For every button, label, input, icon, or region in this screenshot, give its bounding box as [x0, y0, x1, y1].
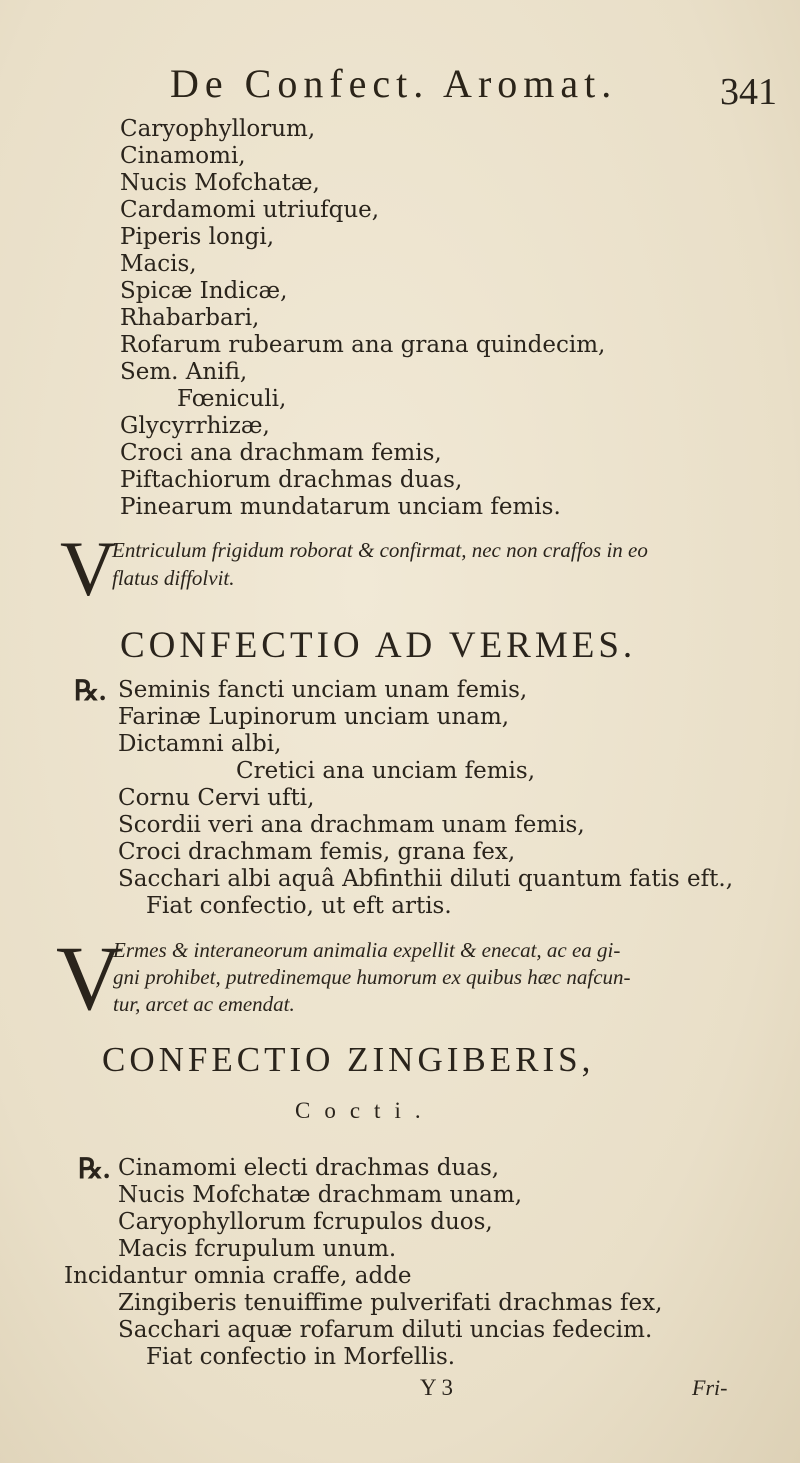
note-line: gni prohibet, putredinemque humorum ex quibus hæc nafcun-: [113, 965, 631, 989]
section-title: CONFECTIO ZINGIBERIS,: [102, 1040, 595, 1079]
ingredient-line: Fiat confectio, ut eft artis.: [146, 893, 452, 919]
section-subtitle: Cocti.: [295, 1098, 435, 1123]
ingredient-line: Rofarum rubearum ana grana quindecim,: [120, 332, 606, 358]
ingredient-line: Cinamomi,: [120, 143, 246, 169]
note-line: tur, arcet ac emendat.: [113, 992, 295, 1016]
drop-cap-initial: V: [56, 927, 123, 1029]
page-number: 341: [720, 71, 777, 113]
ingredient-line: Pinearum mundatarum unciam femis.: [120, 494, 561, 520]
recipe-symbol: ℞.: [74, 676, 107, 707]
ingredient-line: Nucis Mofchatæ,: [120, 170, 320, 196]
ingredient-line: Sem. Anifi,: [120, 359, 248, 385]
ingredient-line: Farinæ Lupinorum unciam unam,: [118, 704, 510, 730]
running-title: De Confect. Aromat.: [170, 61, 618, 106]
ingredient-line: Croci drachmam femis, grana fex,: [118, 839, 516, 865]
drop-cap-initial: V: [60, 525, 117, 612]
ingredient-line: Fœniculi,: [177, 386, 287, 412]
ingredient-line: Seminis fancti unciam unam femis,: [118, 677, 528, 703]
ingredient-line: Piftachiorum drachmas duas,: [120, 467, 463, 493]
signature-mark: Y 3: [420, 1375, 454, 1400]
ingredient-line: Fiat confectio in Morfellis.: [146, 1344, 456, 1370]
ingredient-line: Piperis longi,: [120, 224, 275, 250]
ingredient-line: Zingiberis tenuiffime pulverifati drachmas fex,: [118, 1290, 663, 1316]
ingredient-line: Scordii veri ana drachmam unam femis,: [118, 812, 585, 838]
ingredient-line: Cardamomi utriufque,: [120, 197, 380, 223]
ingredient-line: Cornu Cervi ufti,: [118, 785, 315, 811]
catchword: Fri-: [692, 1375, 728, 1400]
section-title: CONFECTIO AD VERMES.: [120, 625, 637, 666]
ingredient-line: Sacchari albi aquâ Abfinthii diluti quantum fatis eft.,: [118, 866, 734, 892]
ingredient-line: Croci ana drachmam femis,: [120, 440, 442, 466]
ingredient-line: Macis fcrupulum unum.: [118, 1236, 397, 1262]
ingredient-line: Nucis Mofchatæ drachmam unam,: [118, 1182, 523, 1208]
ingredient-line: Cinamomi electi drachmas duas,: [118, 1155, 500, 1181]
ingredient-line: Caryophyllorum fcrupulos duos,: [118, 1209, 493, 1235]
note-line: flatus diffolvit.: [112, 566, 235, 590]
ingredient-line: Caryophyllorum,: [120, 116, 316, 142]
ingredient-line: Rhabarbari,: [120, 305, 260, 331]
ingredient-line: Incidantur omnia craffe, adde: [64, 1263, 412, 1289]
ingredient-line: Spicæ Indicæ,: [120, 278, 288, 304]
recipe-symbol: ℞.: [78, 1154, 111, 1185]
ingredient-line: Glycyrrhizæ,: [120, 413, 270, 439]
ingredient-line: Sacchari aquæ rofarum diluti uncias fedecim.: [118, 1317, 653, 1343]
note-line: Ermes & interaneorum animalia expellit & enecat, ac ea gi-: [113, 938, 621, 962]
ingredient-line: Macis,: [120, 251, 197, 277]
note-line: Entriculum frigidum roborat & confirmat, nec non craffos in eo: [112, 538, 648, 562]
ingredient-line: Dictamni albi,: [118, 731, 282, 757]
ingredient-line: Cretici ana unciam femis,: [236, 758, 535, 784]
